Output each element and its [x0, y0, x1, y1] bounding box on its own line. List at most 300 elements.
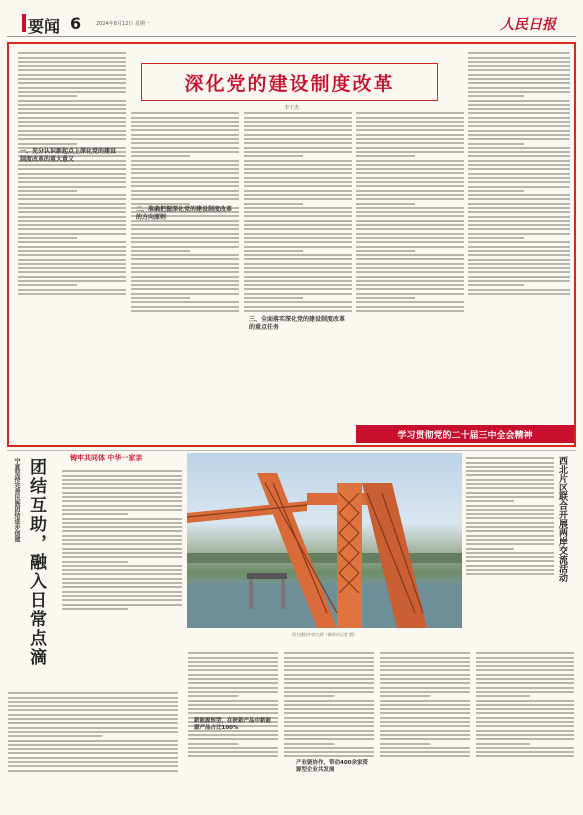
text-line: [62, 475, 182, 477]
text-line: [356, 301, 464, 303]
text-line: [131, 164, 239, 166]
text-line: [468, 147, 570, 149]
feature-subhead-1: 一、充分认识新起点上深化党的建设制度改革的重大意义: [20, 148, 117, 163]
text-line: [468, 216, 570, 218]
text-line: [380, 743, 430, 745]
text-line: [62, 522, 182, 524]
text-line: [356, 190, 464, 192]
text-line: [188, 687, 278, 689]
text-line: [476, 730, 574, 732]
text-line: [244, 228, 352, 230]
text-line: [468, 198, 570, 200]
text-line: [476, 682, 574, 684]
text-line: [468, 164, 570, 166]
text-line: [468, 220, 570, 222]
text-line: [131, 263, 239, 265]
text-line: [18, 95, 77, 97]
text-line: [18, 220, 126, 222]
text-line: [62, 586, 182, 588]
lower-story-column-2: [284, 650, 374, 810]
text-line: [380, 747, 470, 749]
text-line: [18, 211, 126, 213]
text-line: [468, 246, 570, 248]
text-line: [244, 168, 352, 170]
text-line: [62, 509, 182, 511]
text-line: [468, 87, 570, 89]
text-line: [244, 288, 352, 290]
text-line: [284, 755, 374, 757]
issue-date: 2024年8月12日 星期一: [96, 21, 150, 27]
text-line: [131, 203, 190, 205]
text-line: [466, 513, 554, 515]
text-line: [466, 560, 554, 562]
text-line: [356, 246, 464, 248]
text-line: [131, 172, 239, 174]
text-line: [380, 682, 470, 684]
text-line: [466, 466, 554, 468]
text-line: [468, 263, 570, 265]
text-line: [131, 250, 190, 252]
text-line: [466, 530, 554, 532]
text-line: [62, 604, 182, 606]
text-line: [62, 569, 182, 571]
feature-banner: 学习贯彻党的二十届三中全会精神: [356, 425, 574, 443]
bottom-left-column-2: [8, 690, 178, 812]
text-line: [18, 134, 126, 136]
text-line: [8, 705, 178, 707]
text-line: [131, 121, 239, 123]
text-line: [18, 74, 126, 76]
text-line: [8, 722, 178, 724]
text-line: [468, 117, 570, 119]
text-line: [188, 652, 278, 654]
text-line: [62, 505, 182, 507]
text-line: [466, 462, 554, 464]
text-line: [468, 65, 570, 67]
text-line: [244, 293, 352, 295]
text-line: [380, 700, 470, 702]
bottom-right-headline: 西北片区联合开展两岸交流活动: [557, 456, 567, 582]
text-line: [62, 543, 182, 545]
text-line: [244, 190, 352, 192]
text-line: [356, 112, 464, 114]
text-line: [466, 500, 514, 502]
text-line: [18, 241, 126, 243]
text-line: [284, 734, 374, 736]
text-line: [380, 730, 470, 732]
section-label: [22, 14, 26, 32]
text-line: [62, 513, 128, 515]
text-line: [476, 669, 574, 671]
text-line: [466, 539, 554, 541]
text-line: [466, 474, 554, 476]
text-line: [356, 194, 464, 196]
text-line: [131, 233, 239, 235]
text-line: [468, 52, 570, 54]
text-line: [284, 652, 374, 654]
feature-column-4: [356, 110, 464, 420]
text-line: [244, 233, 352, 235]
text-line: [244, 310, 352, 312]
text-line: [188, 669, 278, 671]
section-divider: [7, 450, 576, 451]
text-line: [8, 697, 178, 699]
text-line: [466, 573, 554, 575]
text-line: [356, 151, 464, 153]
text-line: [356, 172, 464, 174]
text-line: [18, 289, 126, 291]
text-line: [356, 160, 464, 162]
text-line: [468, 130, 570, 132]
text-line: [468, 228, 570, 230]
text-line: [284, 721, 374, 723]
bridge-illustration: [187, 453, 462, 628]
text-line: [244, 142, 352, 144]
text-line: [18, 52, 126, 54]
text-line: [468, 177, 570, 179]
text-line: [380, 738, 470, 740]
text-line: [380, 678, 470, 680]
text-line: [468, 160, 570, 162]
text-line: [131, 155, 190, 157]
text-line: [18, 121, 126, 123]
text-line: [131, 160, 239, 162]
text-line: [18, 117, 126, 119]
text-line: [476, 661, 574, 663]
text-line: [62, 487, 182, 489]
text-line: [466, 556, 554, 558]
text-line: [466, 479, 554, 481]
text-line: [468, 74, 570, 76]
text-line: [476, 743, 530, 745]
text-line: [8, 709, 178, 711]
text-line: [380, 734, 470, 736]
text-line: [356, 254, 464, 256]
text-line: [356, 263, 464, 265]
text-line: [131, 181, 239, 183]
text-line: [244, 220, 352, 222]
text-line: [468, 134, 570, 136]
text-line: [356, 258, 464, 260]
text-line: [244, 211, 352, 213]
text-line: [356, 228, 464, 230]
text-line: [356, 211, 464, 213]
text-line: [476, 755, 574, 757]
text-line: [62, 548, 182, 550]
text-line: [131, 288, 239, 290]
text-line: [468, 181, 570, 183]
text-line: [468, 143, 524, 145]
text-line: [131, 151, 239, 153]
text-line: [62, 556, 182, 558]
text-line: [380, 704, 470, 706]
text-line: [62, 608, 128, 610]
text-line: [62, 535, 182, 537]
text-line: [284, 743, 334, 745]
text-line: [131, 185, 239, 187]
text-line: [18, 91, 126, 93]
text-line: [356, 237, 464, 239]
text-line: [244, 267, 352, 269]
text-line: [380, 708, 470, 710]
text-line: [466, 457, 554, 459]
text-line: [244, 125, 352, 127]
text-line: [188, 657, 278, 659]
text-line: [284, 695, 334, 697]
text-line: [468, 95, 524, 97]
text-line: [62, 599, 182, 601]
text-line: [244, 194, 352, 196]
text-line: [356, 203, 415, 205]
text-line: [380, 657, 470, 659]
text-line: [476, 747, 574, 749]
text-line: [244, 138, 352, 140]
text-line: [466, 565, 554, 567]
text-line: [356, 306, 464, 308]
text-line: [468, 155, 570, 157]
text-line: [244, 284, 352, 286]
text-line: [188, 674, 278, 676]
text-line: [131, 310, 239, 312]
text-line: [131, 224, 239, 226]
text-line: [466, 509, 554, 511]
text-line: [476, 657, 574, 659]
text-line: [356, 147, 464, 149]
text-line: [188, 682, 278, 684]
text-line: [131, 297, 190, 299]
text-line: [468, 121, 570, 123]
text-line: [468, 203, 570, 205]
text-line: [476, 687, 574, 689]
feature-column-2: [131, 110, 239, 420]
text-line: [188, 708, 278, 710]
text-line: [62, 496, 182, 498]
text-line: [131, 168, 239, 170]
text-line: [468, 224, 570, 226]
text-line: [62, 530, 182, 532]
text-line: [62, 500, 182, 502]
text-line: [466, 569, 554, 571]
text-line: [18, 181, 126, 183]
text-line: [466, 522, 554, 524]
text-line: [244, 246, 352, 248]
text-line: [131, 306, 239, 308]
text-line: [131, 138, 239, 140]
text-line: [476, 708, 574, 710]
text-line: [188, 734, 278, 736]
text-line: [18, 87, 126, 89]
text-line: [468, 91, 570, 93]
text-line: [476, 674, 574, 676]
text-line: [380, 695, 430, 697]
lower-story-column-3: [380, 650, 470, 810]
text-line: [468, 293, 570, 295]
text-line: [131, 237, 239, 239]
text-line: [468, 108, 570, 110]
text-line: [18, 267, 126, 269]
text-line: [356, 117, 464, 119]
text-line: [244, 198, 352, 200]
text-line: [18, 276, 126, 278]
text-line: [380, 717, 470, 719]
text-line: [284, 674, 374, 676]
text-line: [62, 470, 182, 472]
text-line: [284, 678, 374, 680]
text-line: [131, 246, 239, 248]
text-line: [356, 121, 464, 123]
text-line: [244, 121, 352, 123]
text-line: [18, 138, 126, 140]
text-line: [466, 517, 554, 519]
text-line: [380, 687, 470, 689]
text-line: [380, 661, 470, 663]
text-line: [62, 595, 182, 597]
text-line: [468, 82, 570, 84]
text-line: [356, 233, 464, 235]
text-line: [468, 151, 570, 153]
text-line: [244, 224, 352, 226]
text-line: [62, 561, 128, 563]
text-line: [18, 224, 126, 226]
text-line: [380, 674, 470, 676]
text-line: [8, 714, 178, 716]
text-line: [244, 129, 352, 131]
text-line: [18, 104, 126, 106]
text-line: [18, 112, 126, 114]
text-line: [62, 552, 182, 554]
text-line: [18, 65, 126, 67]
text-line: [18, 259, 126, 261]
text-line: [468, 207, 570, 209]
bottom-left-tag: 铸牢共同体 中华一家亲: [70, 454, 143, 462]
text-line: [476, 712, 574, 714]
text-line: [284, 691, 374, 693]
text-line: [380, 751, 470, 753]
text-line: [284, 708, 374, 710]
text-line: [356, 241, 464, 243]
text-line: [468, 168, 570, 170]
text-line: [356, 125, 464, 127]
text-line: [476, 695, 530, 697]
text-line: [18, 216, 126, 218]
bottom-left-column-1: [62, 468, 182, 682]
text-line: [131, 142, 239, 144]
text-line: [8, 744, 178, 746]
text-line: [62, 483, 182, 485]
text-line: [244, 207, 352, 209]
newspaper-logo: 人民日报: [500, 17, 556, 33]
text-line: [356, 310, 464, 312]
text-line: [18, 246, 126, 248]
text-line: [18, 130, 126, 132]
text-line: [244, 297, 303, 299]
text-line: [18, 237, 77, 239]
text-line: [356, 280, 464, 282]
text-line: [356, 267, 464, 269]
photo-caption: 图为建设中的大桥（新华社记者 摄）: [291, 632, 358, 637]
text-line: [380, 691, 470, 693]
text-line: [380, 755, 470, 757]
lower-story-column-4: [476, 650, 574, 810]
text-line: [356, 168, 464, 170]
text-line: [244, 112, 352, 114]
text-line: [8, 740, 178, 742]
text-line: [244, 280, 352, 282]
text-line: [466, 543, 554, 545]
masthead: [0, 0, 583, 40]
text-line: [380, 652, 470, 654]
text-line: [468, 100, 570, 102]
text-line: [244, 237, 352, 239]
feature-subhead-2: 二、准确把握深化党的建设制度改革的方向原则: [136, 206, 233, 221]
text-line: [466, 483, 554, 485]
text-line: [244, 241, 352, 243]
text-line: [468, 138, 570, 140]
text-line: [188, 743, 238, 745]
text-line: [131, 112, 239, 114]
text-line: [244, 276, 352, 278]
text-line: [8, 757, 178, 759]
text-line: [18, 61, 126, 63]
text-line: [356, 297, 415, 299]
text-line: [244, 147, 352, 149]
text-line: [131, 129, 239, 131]
text-line: [468, 284, 524, 286]
text-line: [356, 271, 464, 273]
text-line: [284, 751, 374, 753]
text-line: [356, 185, 464, 187]
text-line: [131, 293, 239, 295]
feature-author: 李干杰: [284, 105, 300, 111]
text-line: [188, 712, 278, 714]
text-line: [62, 591, 182, 593]
text-line: [468, 237, 524, 239]
text-line: [131, 276, 239, 278]
text-line: [18, 198, 126, 200]
text-line: [62, 492, 182, 494]
text-line: [466, 535, 554, 537]
text-line: [18, 125, 126, 127]
bridge-photo: [187, 453, 462, 628]
text-line: [18, 168, 126, 170]
text-line: [62, 565, 182, 567]
text-line: [8, 752, 178, 754]
text-line: [468, 78, 570, 80]
text-line: [284, 717, 374, 719]
text-line: [8, 735, 102, 737]
text-line: [18, 78, 126, 80]
text-line: [466, 487, 554, 489]
text-line: [18, 284, 77, 286]
text-line: [8, 718, 178, 720]
feature-column-3: [244, 110, 352, 420]
text-line: [62, 582, 182, 584]
text-line: [131, 267, 239, 269]
text-line: [18, 194, 126, 196]
text-line: [8, 761, 178, 763]
feature-column-1: [18, 50, 126, 420]
text-line: [131, 241, 239, 243]
text-line: [131, 284, 239, 286]
text-line: [18, 207, 126, 209]
text-line: [284, 687, 374, 689]
text-line: [468, 271, 570, 273]
text-line: [188, 678, 278, 680]
lower-story-headline-2: 产业链协作，带动400余家资源型企业共发展: [296, 760, 368, 773]
text-line: [18, 164, 126, 166]
text-line: [356, 177, 464, 179]
text-line: [244, 151, 352, 153]
